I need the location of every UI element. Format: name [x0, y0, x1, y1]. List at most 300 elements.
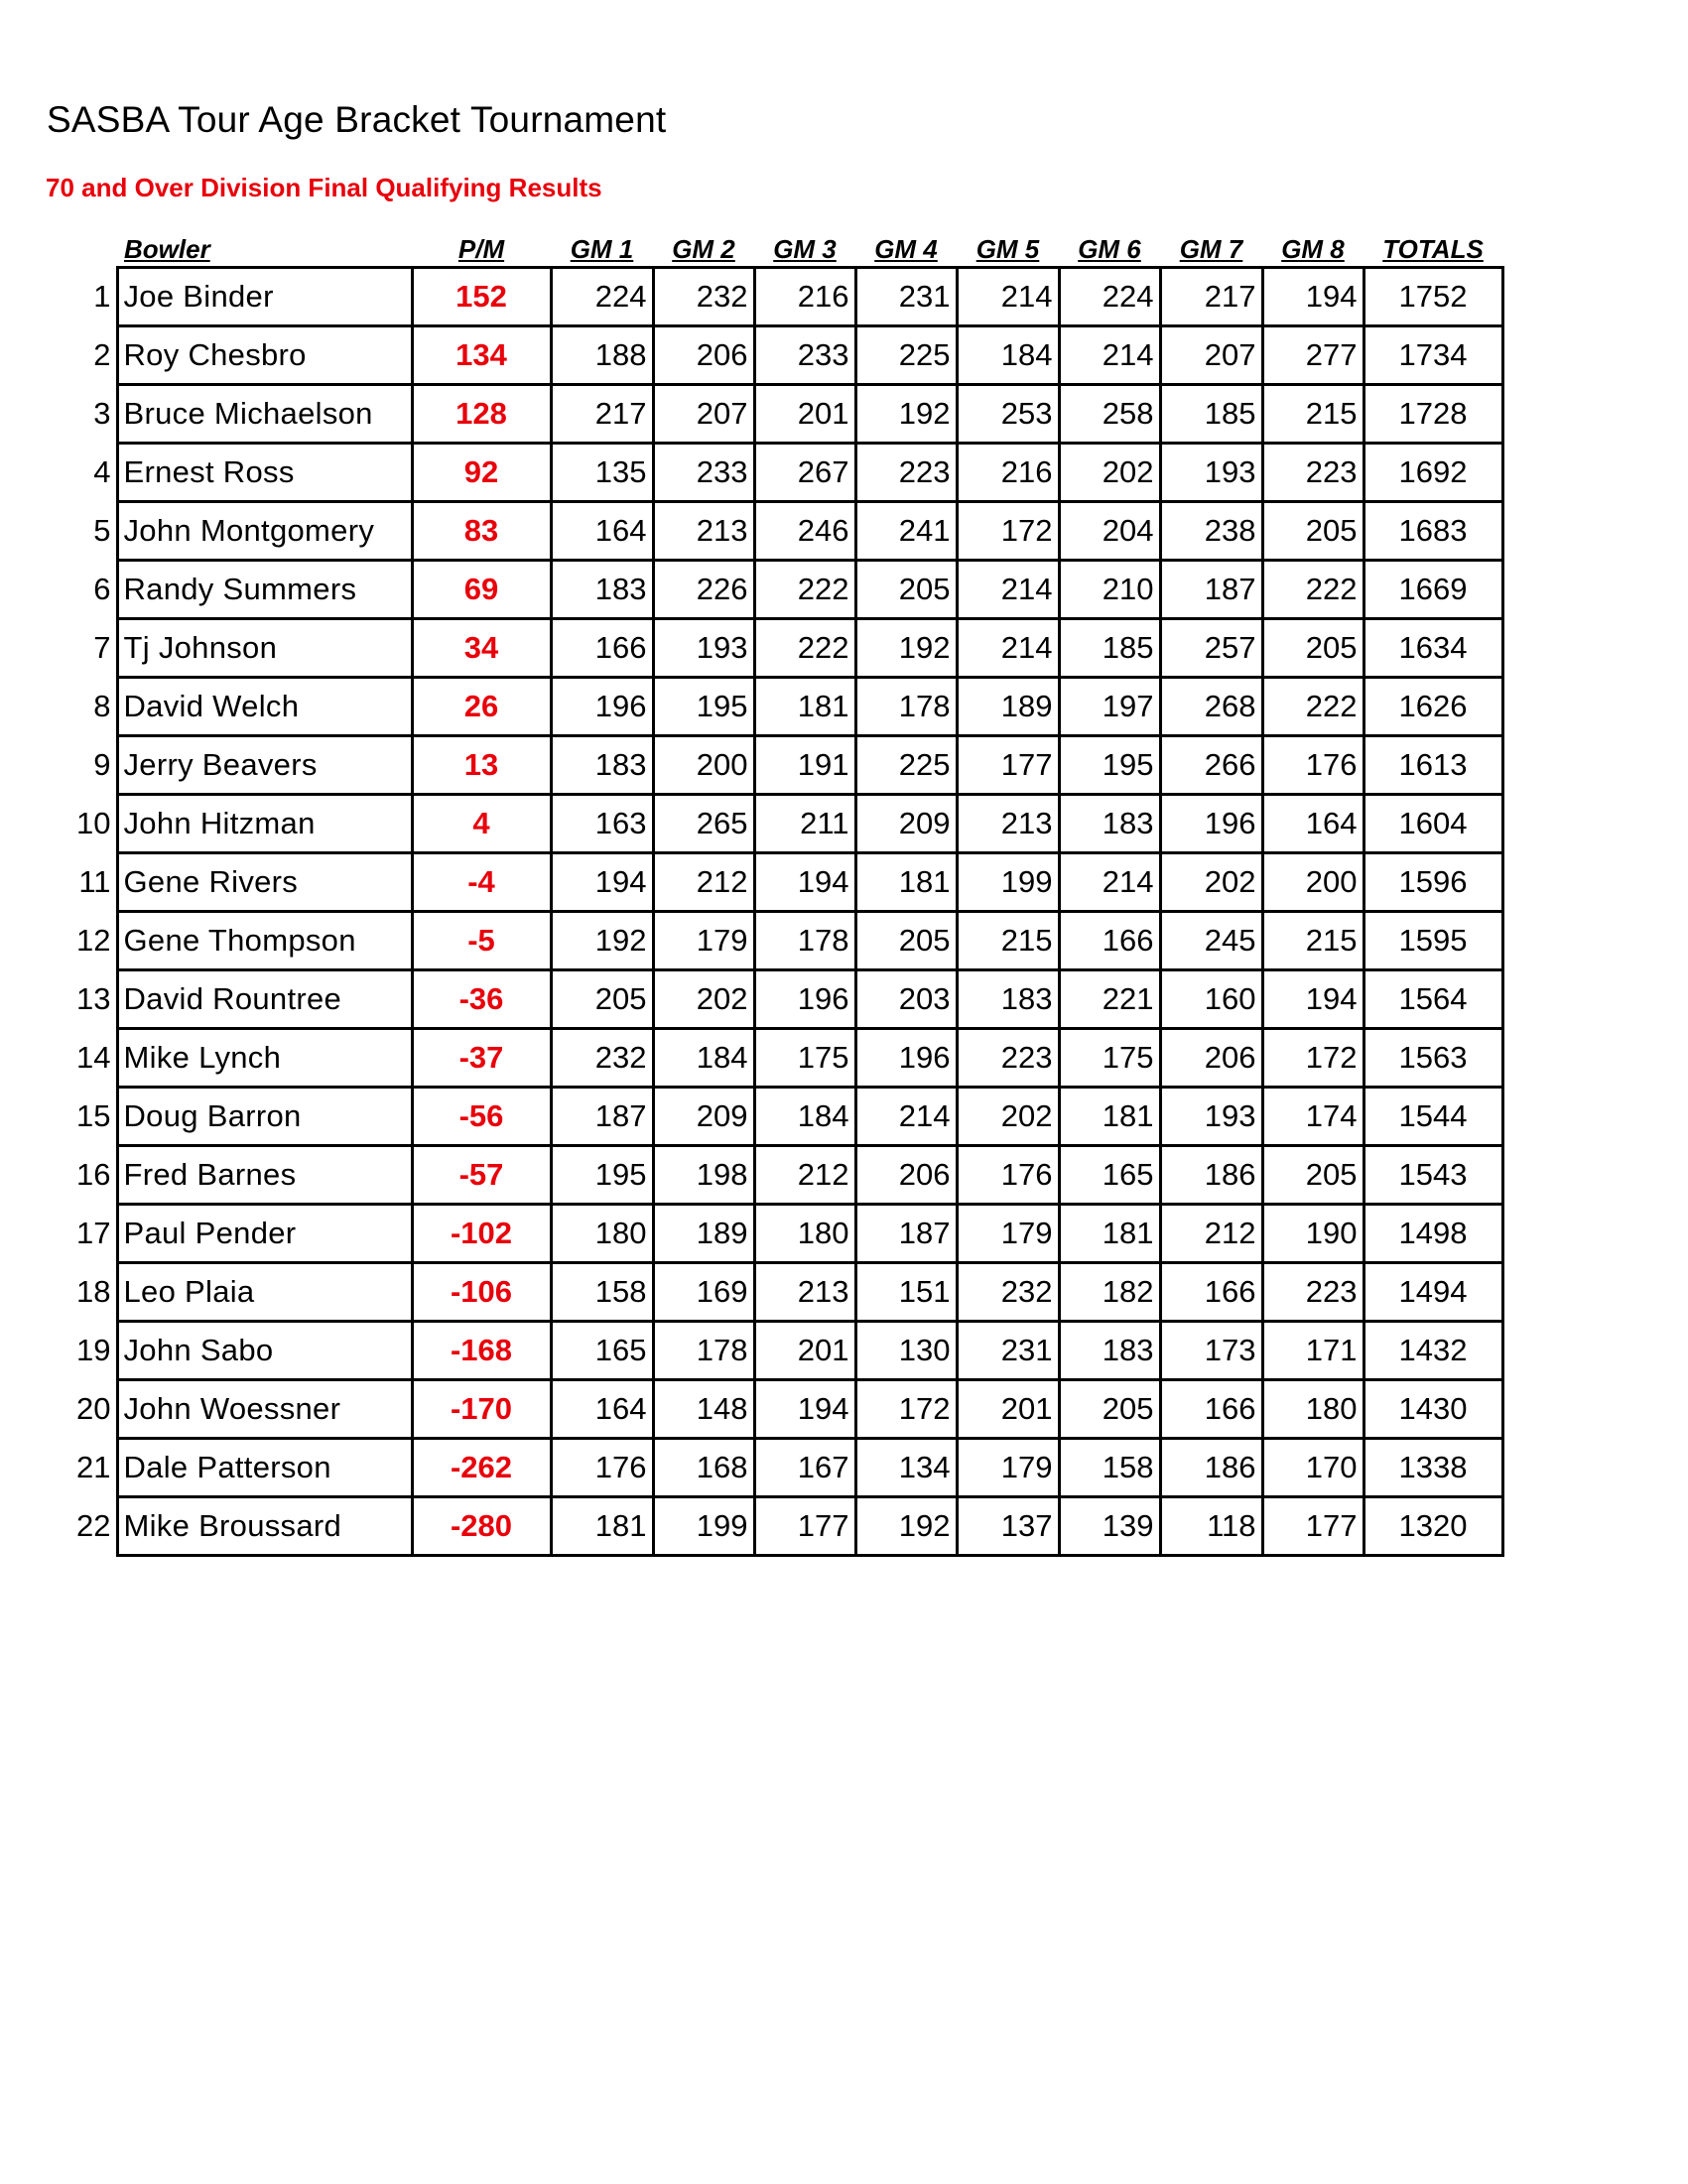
game-3-score-cell: 191 [754, 736, 855, 795]
bowler-name-cell: Randy Summers [117, 561, 412, 619]
game-6-score-cell: 139 [1059, 1497, 1160, 1556]
game-6-score-cell: 202 [1059, 444, 1160, 502]
game-5-score-cell: 201 [957, 1380, 1059, 1439]
game-5-score-cell: 215 [957, 912, 1059, 970]
total-cell: 1604 [1363, 795, 1502, 853]
game-4-score-cell: 214 [855, 1088, 957, 1146]
total-cell: 1563 [1363, 1029, 1502, 1088]
rank-cell: 13 [76, 981, 111, 1016]
header-gm-8: GM 8 [1281, 234, 1345, 264]
game-3-score-cell: 180 [754, 1205, 855, 1263]
total-cell: 1626 [1363, 678, 1502, 736]
game-2-score-cell: 169 [653, 1263, 754, 1322]
total-cell: 1564 [1363, 970, 1502, 1029]
game-8-score-cell: 222 [1262, 678, 1363, 736]
header-gm-7: GM 7 [1179, 234, 1243, 264]
game-2-score-cell: 207 [653, 385, 754, 444]
game-2-score-cell: 233 [653, 444, 754, 502]
game-5-score-cell: 177 [957, 736, 1059, 795]
game-1-score-cell: 176 [551, 1439, 653, 1497]
table-row [69, 561, 1502, 619]
rank-cell: 5 [93, 513, 111, 548]
game-3-score-cell: 216 [754, 268, 855, 326]
game-4-score-cell: 241 [855, 502, 957, 561]
game-8-score-cell: 190 [1262, 1205, 1363, 1263]
game-6-score-cell: 205 [1059, 1380, 1160, 1439]
game-8-score-cell: 223 [1262, 1263, 1363, 1322]
table-row [69, 795, 1502, 853]
table-row [69, 1380, 1502, 1439]
game-1-score-cell: 194 [551, 853, 653, 912]
game-8-score-cell: 174 [1262, 1088, 1363, 1146]
table-row [69, 1497, 1502, 1556]
bowler-name-cell: Dale Patterson [117, 1439, 412, 1497]
game-8-score-cell: 205 [1262, 502, 1363, 561]
game-1-score-cell: 181 [551, 1497, 653, 1556]
table-row [69, 326, 1502, 385]
game-5-score-cell: 216 [957, 444, 1059, 502]
rank-cell: 1 [93, 279, 111, 314]
game-6-score-cell: 183 [1059, 795, 1160, 853]
game-6-score-cell: 181 [1059, 1205, 1160, 1263]
game-7-score-cell: 193 [1160, 1088, 1262, 1146]
table-row [69, 1322, 1502, 1380]
game-1-score-cell: 163 [551, 795, 653, 853]
bowler-name-cell: John Sabo [117, 1322, 412, 1380]
game-3-score-cell: 222 [754, 619, 855, 678]
total-cell: 1669 [1363, 561, 1502, 619]
plus-minus-cell: -106 [412, 1263, 551, 1322]
game-1-score-cell: 158 [551, 1263, 653, 1322]
table-header-row [69, 232, 1502, 268]
bowler-name-cell: John Montgomery [117, 502, 412, 561]
game-5-score-cell: 214 [957, 561, 1059, 619]
game-4-score-cell: 225 [855, 326, 957, 385]
table-row [69, 1146, 1502, 1205]
game-5-score-cell: 232 [957, 1263, 1059, 1322]
bowler-name-cell: Jerry Beavers [117, 736, 412, 795]
game-1-score-cell: 187 [551, 1088, 653, 1146]
game-1-score-cell: 232 [551, 1029, 653, 1088]
game-5-score-cell: 202 [957, 1088, 1059, 1146]
game-2-score-cell: 209 [653, 1088, 754, 1146]
game-5-score-cell: 214 [957, 268, 1059, 326]
game-3-score-cell: 201 [754, 1322, 855, 1380]
game-4-score-cell: 172 [855, 1380, 957, 1439]
results-table [69, 232, 1504, 1557]
game-3-score-cell: 233 [754, 326, 855, 385]
total-cell: 1634 [1363, 619, 1502, 678]
game-5-score-cell: 214 [957, 619, 1059, 678]
rank-cell: 21 [76, 1450, 111, 1484]
game-3-score-cell: 177 [754, 1497, 855, 1556]
game-2-score-cell: 193 [653, 619, 754, 678]
total-cell: 1752 [1363, 268, 1502, 326]
game-6-score-cell: 258 [1059, 385, 1160, 444]
game-6-score-cell: 214 [1059, 853, 1160, 912]
game-2-score-cell: 198 [653, 1146, 754, 1205]
game-6-score-cell: 175 [1059, 1029, 1160, 1088]
table-row [69, 385, 1502, 444]
table-row [69, 736, 1502, 795]
rank-cell: 18 [76, 1274, 111, 1309]
plus-minus-cell: 152 [412, 268, 551, 326]
game-8-score-cell: 194 [1262, 268, 1363, 326]
game-3-score-cell: 175 [754, 1029, 855, 1088]
game-5-score-cell: 176 [957, 1146, 1059, 1205]
game-8-score-cell: 215 [1262, 912, 1363, 970]
table-row [69, 268, 1502, 326]
total-cell: 1543 [1363, 1146, 1502, 1205]
total-cell: 1683 [1363, 502, 1502, 561]
table-row [69, 1439, 1502, 1497]
plus-minus-cell: 92 [412, 444, 551, 502]
rank-cell: 6 [93, 572, 111, 606]
game-7-score-cell: 212 [1160, 1205, 1262, 1263]
game-7-score-cell: 185 [1160, 385, 1262, 444]
plus-minus-cell: -168 [412, 1322, 551, 1380]
game-7-score-cell: 160 [1160, 970, 1262, 1029]
rank-cell: 4 [93, 454, 111, 489]
game-1-score-cell: 205 [551, 970, 653, 1029]
game-8-score-cell: 215 [1262, 385, 1363, 444]
game-3-score-cell: 194 [754, 1380, 855, 1439]
game-4-score-cell: 192 [855, 619, 957, 678]
game-8-score-cell: 170 [1262, 1439, 1363, 1497]
game-2-score-cell: 148 [653, 1380, 754, 1439]
rank-cell: 22 [76, 1508, 111, 1543]
plus-minus-cell: -102 [412, 1205, 551, 1263]
plus-minus-cell: -262 [412, 1439, 551, 1497]
game-7-score-cell: 268 [1160, 678, 1262, 736]
total-cell: 1544 [1363, 1088, 1502, 1146]
bowler-name-cell: Gene Thompson [117, 912, 412, 970]
table-row [69, 1029, 1502, 1088]
game-6-score-cell: 197 [1059, 678, 1160, 736]
bowler-name-cell: Fred Barnes [117, 1146, 412, 1205]
game-1-score-cell: 135 [551, 444, 653, 502]
game-4-score-cell: 196 [855, 1029, 957, 1088]
game-2-score-cell: 200 [653, 736, 754, 795]
bowler-name-cell: Paul Pender [117, 1205, 412, 1263]
game-8-score-cell: 222 [1262, 561, 1363, 619]
header-totals: TOTALS [1382, 234, 1484, 264]
game-6-score-cell: 166 [1059, 912, 1160, 970]
game-6-score-cell: 210 [1059, 561, 1160, 619]
game-4-score-cell: 209 [855, 795, 957, 853]
game-7-score-cell: 173 [1160, 1322, 1262, 1380]
game-8-score-cell: 164 [1262, 795, 1363, 853]
game-1-score-cell: 188 [551, 326, 653, 385]
game-4-score-cell: 181 [855, 853, 957, 912]
game-5-score-cell: 189 [957, 678, 1059, 736]
game-6-score-cell: 204 [1059, 502, 1160, 561]
game-4-score-cell: 205 [855, 561, 957, 619]
game-2-score-cell: 184 [653, 1029, 754, 1088]
game-1-score-cell: 164 [551, 1380, 653, 1439]
table-row [69, 502, 1502, 561]
rank-cell: 17 [76, 1216, 111, 1250]
game-7-score-cell: 245 [1160, 912, 1262, 970]
game-2-score-cell: 195 [653, 678, 754, 736]
game-7-score-cell: 206 [1160, 1029, 1262, 1088]
game-5-score-cell: 199 [957, 853, 1059, 912]
game-1-score-cell: 196 [551, 678, 653, 736]
game-1-score-cell: 166 [551, 619, 653, 678]
rank-cell: 3 [93, 396, 111, 431]
total-cell: 1498 [1363, 1205, 1502, 1263]
game-5-score-cell: 184 [957, 326, 1059, 385]
game-8-score-cell: 194 [1262, 970, 1363, 1029]
rank-cell: 12 [76, 923, 111, 958]
plus-minus-cell: 128 [412, 385, 551, 444]
game-3-score-cell: 246 [754, 502, 855, 561]
game-6-score-cell: 195 [1059, 736, 1160, 795]
header-gm-4: GM 4 [874, 234, 938, 264]
rank-cell: 9 [93, 747, 111, 782]
header-pm: P/M [457, 234, 505, 264]
total-cell: 1430 [1363, 1380, 1502, 1439]
page-title: SASBA Tour Age Bracket Tournament [47, 99, 667, 140]
bowler-name-cell: Gene Rivers [117, 853, 412, 912]
game-3-score-cell: 167 [754, 1439, 855, 1497]
game-7-score-cell: 257 [1160, 619, 1262, 678]
total-cell: 1692 [1363, 444, 1502, 502]
game-5-score-cell: 231 [957, 1322, 1059, 1380]
game-1-score-cell: 195 [551, 1146, 653, 1205]
game-3-score-cell: 178 [754, 912, 855, 970]
game-7-score-cell: 186 [1160, 1146, 1262, 1205]
bowler-name-cell: Ernest Ross [117, 444, 412, 502]
rank-cell: 8 [93, 689, 111, 723]
game-2-score-cell: 206 [653, 326, 754, 385]
game-2-score-cell: 168 [653, 1439, 754, 1497]
plus-minus-cell: -37 [412, 1029, 551, 1088]
rank-cell: 10 [76, 806, 111, 840]
plus-minus-cell: -36 [412, 970, 551, 1029]
game-3-score-cell: 184 [754, 1088, 855, 1146]
game-2-score-cell: 189 [653, 1205, 754, 1263]
game-3-score-cell: 201 [754, 385, 855, 444]
game-5-score-cell: 183 [957, 970, 1059, 1029]
game-1-score-cell: 192 [551, 912, 653, 970]
plus-minus-cell: -4 [412, 853, 551, 912]
rank-cell: 15 [76, 1098, 111, 1133]
total-cell: 1613 [1363, 736, 1502, 795]
results-body [69, 268, 1502, 1556]
game-3-score-cell: 213 [754, 1263, 855, 1322]
game-4-score-cell: 130 [855, 1322, 957, 1380]
game-2-score-cell: 226 [653, 561, 754, 619]
table-row [69, 1205, 1502, 1263]
game-7-score-cell: 166 [1160, 1380, 1262, 1439]
rank-cell: 11 [78, 864, 111, 899]
table-row [69, 1263, 1502, 1322]
game-4-score-cell: 231 [855, 268, 957, 326]
game-1-score-cell: 164 [551, 502, 653, 561]
total-cell: 1320 [1363, 1497, 1502, 1556]
game-2-score-cell: 202 [653, 970, 754, 1029]
game-8-score-cell: 223 [1262, 444, 1363, 502]
rank-cell: 19 [76, 1333, 111, 1367]
rank-cell: 20 [76, 1391, 111, 1426]
game-6-score-cell: 214 [1059, 326, 1160, 385]
bowler-name-cell: David Rountree [117, 970, 412, 1029]
game-7-score-cell: 196 [1160, 795, 1262, 853]
header-gm-5: GM 5 [975, 234, 1040, 264]
rank-cell: 14 [76, 1040, 111, 1075]
game-7-score-cell: 207 [1160, 326, 1262, 385]
game-8-score-cell: 172 [1262, 1029, 1363, 1088]
game-2-score-cell: 178 [653, 1322, 754, 1380]
game-8-score-cell: 176 [1262, 736, 1363, 795]
plus-minus-cell: -57 [412, 1146, 551, 1205]
game-4-score-cell: 192 [855, 385, 957, 444]
game-2-score-cell: 232 [653, 268, 754, 326]
game-7-score-cell: 118 [1160, 1497, 1262, 1556]
game-8-score-cell: 177 [1262, 1497, 1363, 1556]
game-3-score-cell: 211 [754, 795, 855, 853]
game-1-score-cell: 183 [551, 736, 653, 795]
game-6-score-cell: 183 [1059, 1322, 1160, 1380]
game-8-score-cell: 180 [1262, 1380, 1363, 1439]
rank-cell: 2 [93, 337, 111, 372]
game-8-score-cell: 200 [1262, 853, 1363, 912]
total-cell: 1595 [1363, 912, 1502, 970]
game-4-score-cell: 225 [855, 736, 957, 795]
header-gm-3: GM 3 [773, 234, 837, 264]
game-6-score-cell: 182 [1059, 1263, 1160, 1322]
plus-minus-cell: 134 [412, 326, 551, 385]
bowler-name-cell: David Welch [117, 678, 412, 736]
total-cell: 1432 [1363, 1322, 1502, 1380]
game-7-score-cell: 217 [1160, 268, 1262, 326]
game-3-score-cell: 212 [754, 1146, 855, 1205]
game-5-score-cell: 179 [957, 1439, 1059, 1497]
game-3-score-cell: 222 [754, 561, 855, 619]
header-gm-1: GM 1 [570, 234, 634, 264]
total-cell: 1728 [1363, 385, 1502, 444]
game-8-score-cell: 277 [1262, 326, 1363, 385]
bowler-name-cell: Bruce Michaelson [117, 385, 412, 444]
game-3-score-cell: 196 [754, 970, 855, 1029]
bowler-name-cell: John Hitzman [117, 795, 412, 853]
game-1-score-cell: 180 [551, 1205, 653, 1263]
header-rank [69, 232, 117, 268]
game-6-score-cell: 181 [1059, 1088, 1160, 1146]
game-6-score-cell: 165 [1059, 1146, 1160, 1205]
plus-minus-cell: -280 [412, 1497, 551, 1556]
rank-cell: 16 [76, 1157, 111, 1192]
game-7-score-cell: 187 [1160, 561, 1262, 619]
game-6-score-cell: 185 [1059, 619, 1160, 678]
rank-cell: 7 [93, 630, 111, 665]
game-6-score-cell: 224 [1059, 268, 1160, 326]
bowler-name-cell: Roy Chesbro [117, 326, 412, 385]
game-4-score-cell: 134 [855, 1439, 957, 1497]
game-6-score-cell: 221 [1059, 970, 1160, 1029]
game-4-score-cell: 151 [855, 1263, 957, 1322]
game-2-score-cell: 199 [653, 1497, 754, 1556]
game-2-score-cell: 265 [653, 795, 754, 853]
header-gm-6: GM 6 [1078, 234, 1141, 264]
game-1-score-cell: 217 [551, 385, 653, 444]
plus-minus-cell: 69 [412, 561, 551, 619]
game-5-score-cell: 253 [957, 385, 1059, 444]
game-7-score-cell: 202 [1160, 853, 1262, 912]
plus-minus-cell: 83 [412, 502, 551, 561]
table-row [69, 678, 1502, 736]
table-row [69, 444, 1502, 502]
game-4-score-cell: 178 [855, 678, 957, 736]
game-4-score-cell: 205 [855, 912, 957, 970]
game-5-score-cell: 179 [957, 1205, 1059, 1263]
game-3-score-cell: 181 [754, 678, 855, 736]
game-7-score-cell: 266 [1160, 736, 1262, 795]
game-5-score-cell: 172 [957, 502, 1059, 561]
game-4-score-cell: 192 [855, 1497, 957, 1556]
plus-minus-cell: -170 [412, 1380, 551, 1439]
game-4-score-cell: 206 [855, 1146, 957, 1205]
total-cell: 1596 [1363, 853, 1502, 912]
table-row [69, 1088, 1502, 1146]
bowler-name-cell: John Woessner [117, 1380, 412, 1439]
plus-minus-cell: 34 [412, 619, 551, 678]
bowler-name-cell: Mike Lynch [117, 1029, 412, 1088]
plus-minus-cell: -5 [412, 912, 551, 970]
division-subtitle: 70 and Over Division Final Qualifying Results [46, 173, 602, 202]
table-row [69, 853, 1502, 912]
game-4-score-cell: 223 [855, 444, 957, 502]
game-5-score-cell: 223 [957, 1029, 1059, 1088]
header-gm-2: GM 2 [672, 234, 735, 264]
game-5-score-cell: 137 [957, 1497, 1059, 1556]
game-7-score-cell: 166 [1160, 1263, 1262, 1322]
game-7-score-cell: 193 [1160, 444, 1262, 502]
game-7-score-cell: 186 [1160, 1439, 1262, 1497]
table-row [69, 970, 1502, 1029]
game-2-score-cell: 213 [653, 502, 754, 561]
table-row [69, 619, 1502, 678]
total-cell: 1338 [1363, 1439, 1502, 1497]
game-4-score-cell: 203 [855, 970, 957, 1029]
game-5-score-cell: 213 [957, 795, 1059, 853]
plus-minus-cell: 13 [412, 736, 551, 795]
game-8-score-cell: 205 [1262, 619, 1363, 678]
total-cell: 1734 [1363, 326, 1502, 385]
game-3-score-cell: 194 [754, 853, 855, 912]
plus-minus-cell: 26 [412, 678, 551, 736]
bowler-name-cell: Mike Broussard [117, 1497, 412, 1556]
bowler-name-cell: Leo Plaia [117, 1263, 412, 1322]
game-1-score-cell: 183 [551, 561, 653, 619]
game-6-score-cell: 158 [1059, 1439, 1160, 1497]
game-2-score-cell: 179 [653, 912, 754, 970]
plus-minus-cell: -56 [412, 1088, 551, 1146]
bowler-name-cell: Joe Binder [117, 268, 412, 326]
game-8-score-cell: 205 [1262, 1146, 1363, 1205]
game-1-score-cell: 224 [551, 268, 653, 326]
game-2-score-cell: 212 [653, 853, 754, 912]
game-3-score-cell: 267 [754, 444, 855, 502]
plus-minus-cell: 4 [412, 795, 551, 853]
game-1-score-cell: 165 [551, 1322, 653, 1380]
table-row [69, 912, 1502, 970]
header-bowler: Bowler [124, 234, 210, 264]
total-cell: 1494 [1363, 1263, 1502, 1322]
game-8-score-cell: 171 [1262, 1322, 1363, 1380]
game-4-score-cell: 187 [855, 1205, 957, 1263]
